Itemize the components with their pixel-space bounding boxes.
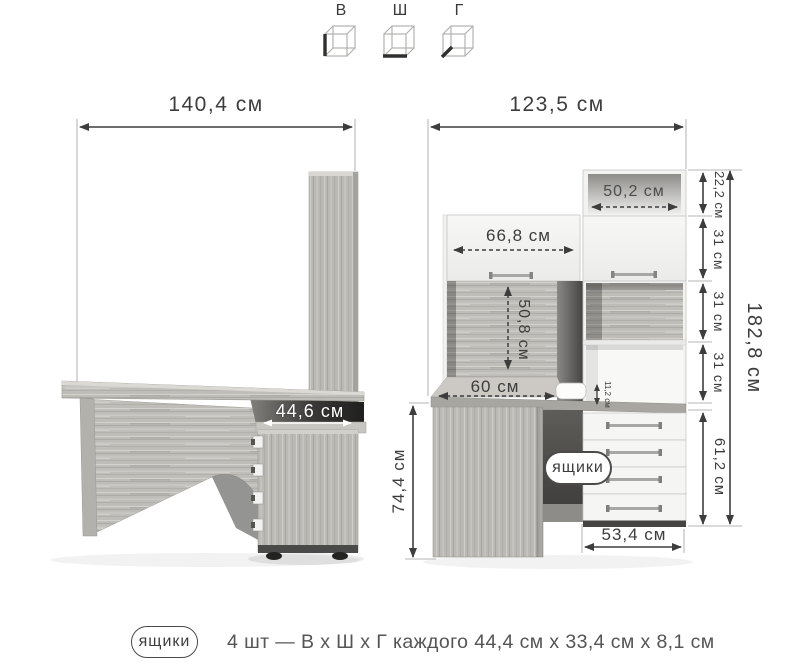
segment-row1-label: 31 см	[711, 229, 727, 271]
desk-leg	[80, 398, 97, 536]
legend-label-height: В	[335, 2, 347, 19]
segment-row3-label: 31 см	[711, 352, 727, 394]
side-width-label: 140,4 см	[168, 93, 264, 116]
segment-drawers-label: 61,2 см	[711, 437, 728, 497]
desktop-depth-label: 60 см	[470, 377, 520, 396]
footer-note: 4 шт — В х Ш х Г каждого 44,4 см х 33,4 см х 8,1 см	[227, 631, 715, 653]
pedestal-panel	[433, 407, 543, 557]
total-height-label: 182,8 см	[743, 302, 765, 394]
foot	[332, 552, 348, 560]
footer-drawers-badge: ящики	[131, 626, 198, 658]
drawer-unit-side	[258, 430, 358, 552]
back-panel	[447, 281, 557, 384]
foot	[266, 552, 282, 560]
door-width-label: 66,8 см	[486, 226, 551, 245]
top-shelf-width-label: 50,2 см	[603, 183, 665, 200]
desk-height-label: 74,4 см	[389, 448, 408, 514]
cable-grommet	[556, 383, 586, 399]
drawer-unit-width-label: 53,4 см	[601, 525, 667, 544]
hutch-right-door	[583, 216, 686, 281]
return-depth-label: 44,6 см	[275, 401, 345, 421]
segment-top-shelf-label: 22,2 см	[712, 171, 727, 219]
hutch-left-door	[447, 215, 580, 281]
side-view-drawing	[50, 172, 366, 567]
lower-open-shelf	[586, 345, 683, 404]
desktop-thickness-label: 11,2 см	[603, 381, 612, 408]
segment-row2-label: 31 см	[711, 291, 727, 333]
back-panel-height-label: 50,8 см	[515, 299, 532, 361]
legend-label-depth: Г	[454, 2, 464, 19]
legend-label-width: Ш	[392, 2, 408, 19]
front-width-label: 123,5 см	[509, 93, 605, 116]
drawers-callout-badge: ящики	[544, 451, 612, 485]
